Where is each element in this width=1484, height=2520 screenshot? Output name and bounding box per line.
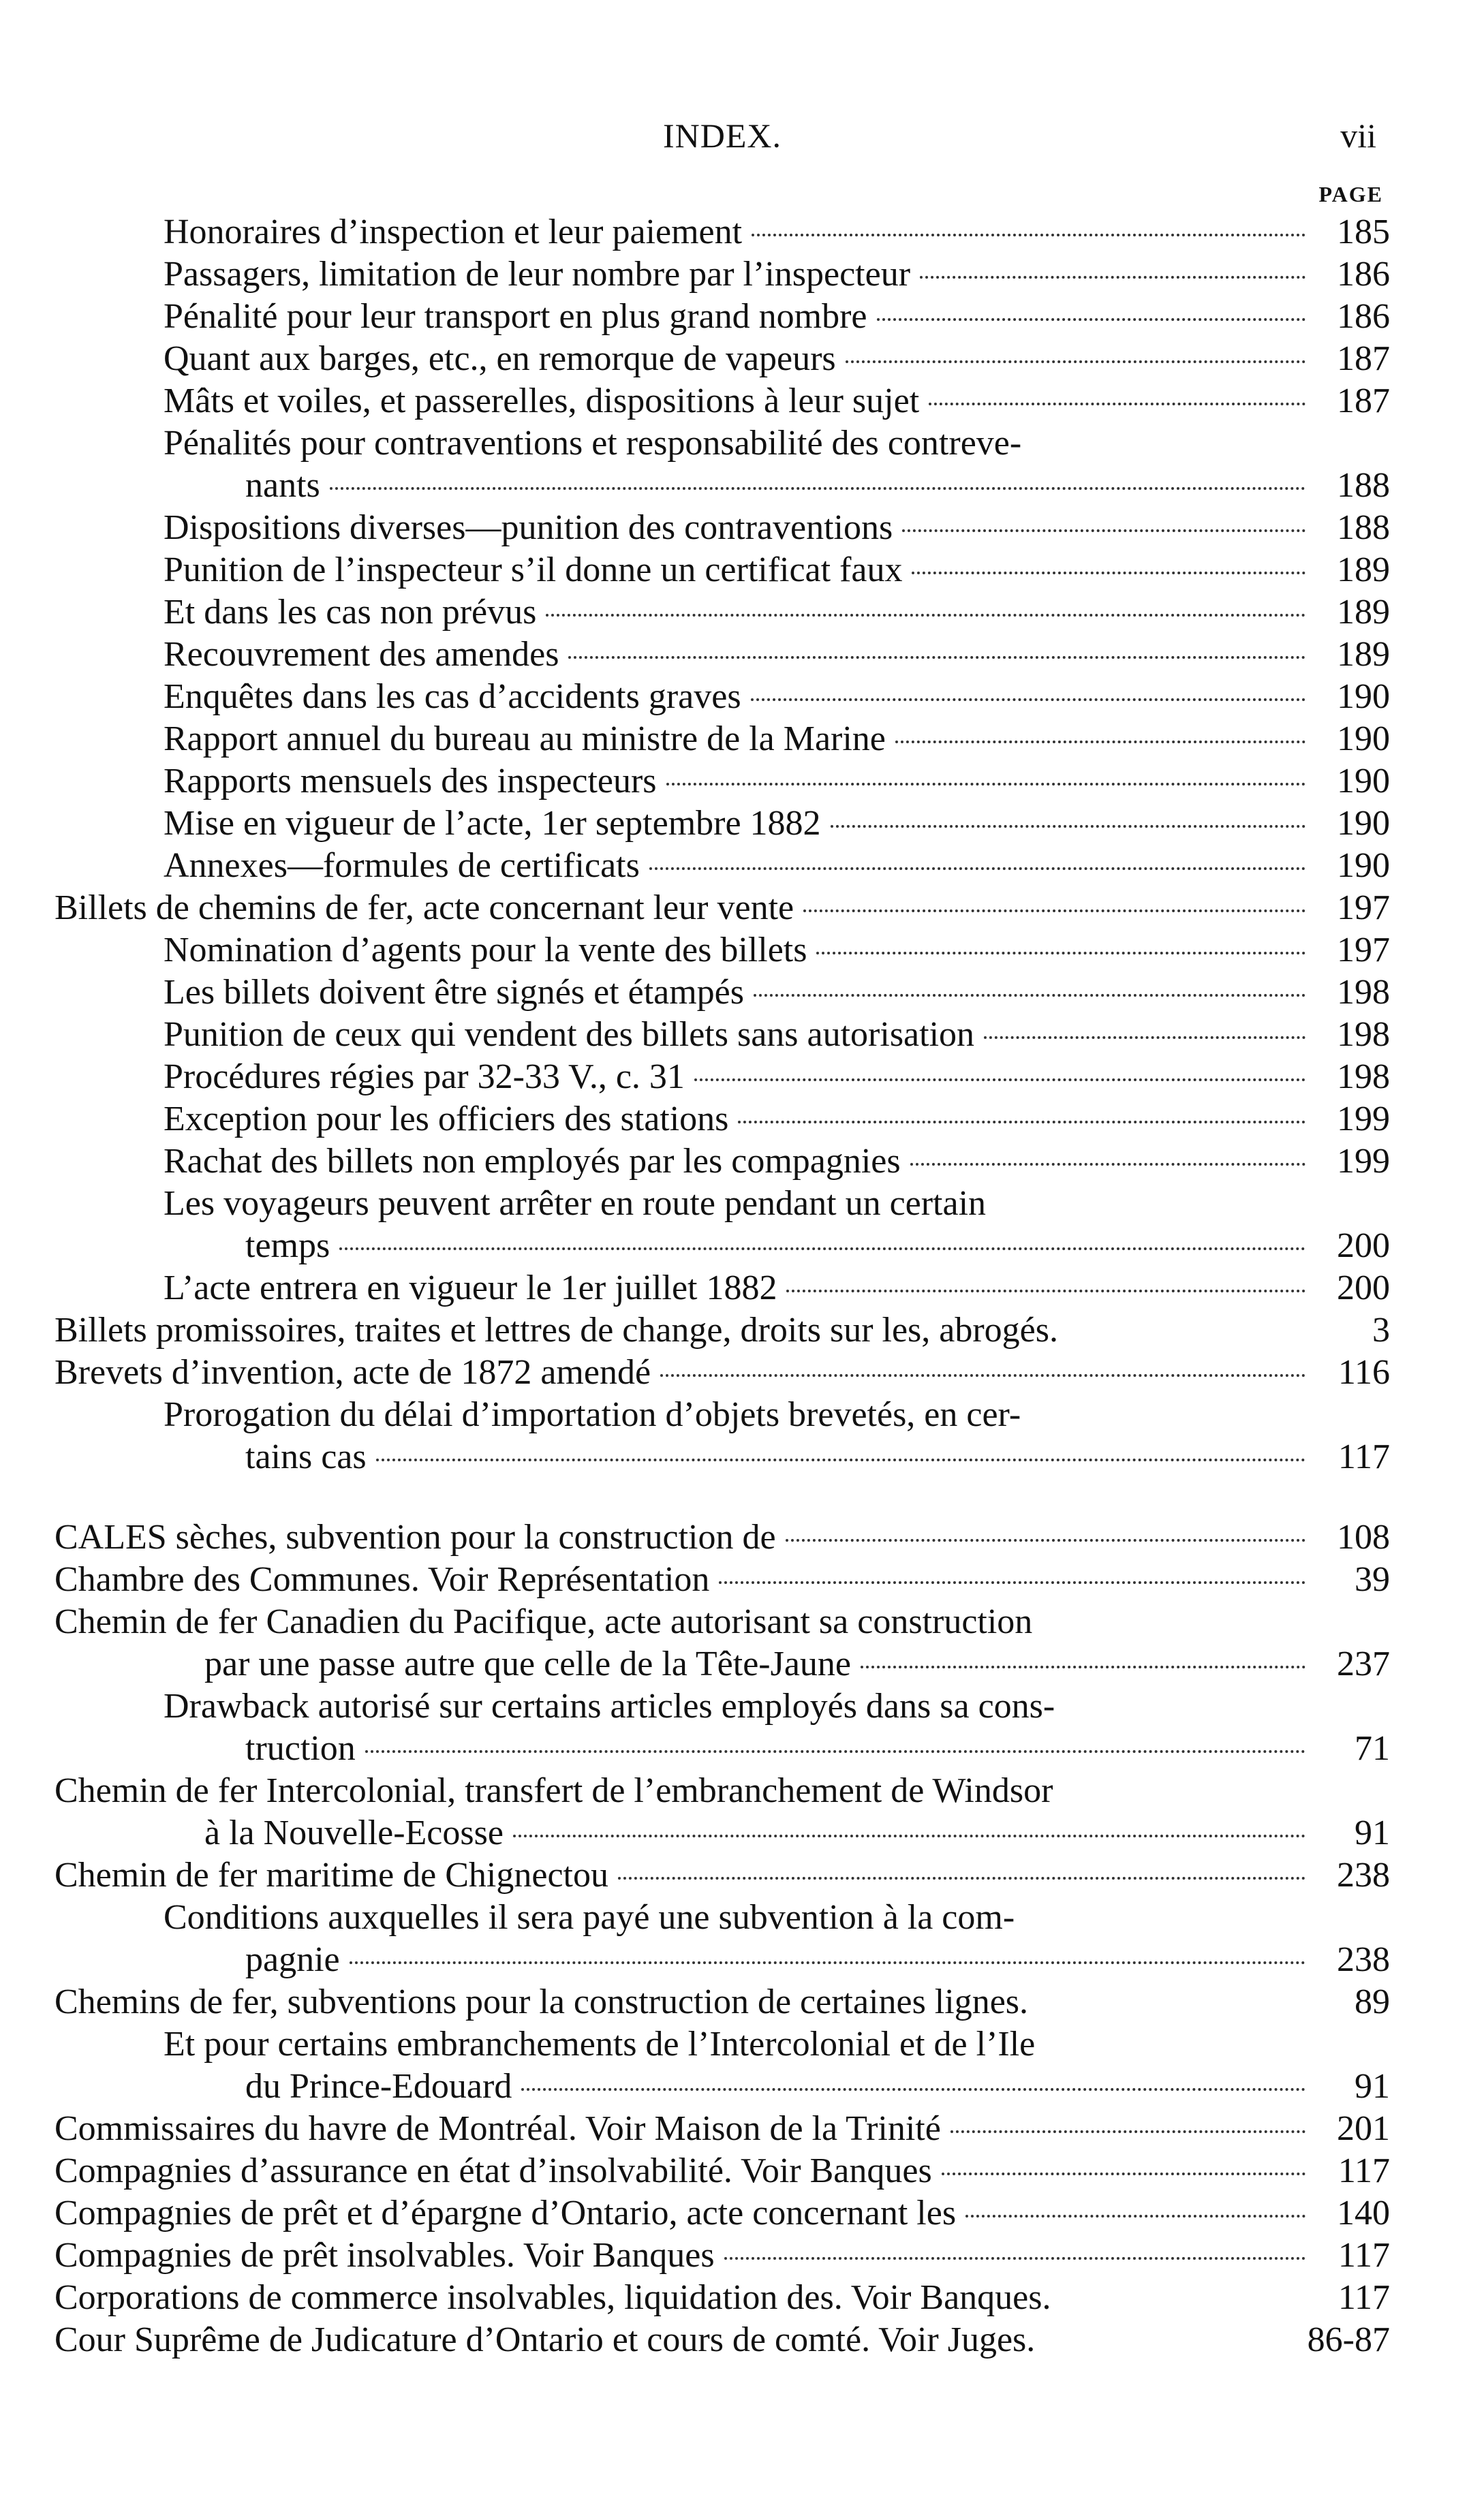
index-entry — [55, 1728, 1390, 1770]
index-entry-page: 199 — [1337, 1142, 1390, 1181]
index-entry-page: 200 — [1337, 1269, 1390, 1307]
index-entry-text: Honoraires d’inspection et leur paiement — [164, 213, 743, 251]
dot-leader — [861, 1666, 1305, 1668]
index-entry-page: 198 — [1337, 973, 1390, 1012]
index-entry-text: Procédures régies par 32-33 V., c. 31 — [164, 1057, 685, 1096]
index-entry — [55, 465, 1390, 507]
dot-leader — [513, 1835, 1305, 1837]
index-entry-page: 86-87 — [1307, 2320, 1390, 2359]
page-column-label: PAGE — [1318, 182, 1383, 206]
index-entry — [55, 2235, 1390, 2277]
index-entry — [55, 507, 1390, 549]
index-entry-page: 117 — [1338, 1437, 1390, 1476]
index-entry-text: tains cas — [245, 1437, 367, 1476]
index-entry — [55, 591, 1390, 634]
dot-leader — [754, 994, 1305, 997]
dot-leader — [902, 529, 1305, 532]
index-entry-text: Compagnies de prêt insolvables. Voir Banques — [55, 2236, 715, 2275]
index-entry — [55, 338, 1390, 380]
index-entry-text: Pénalité pour leur transport en plus grand nombre — [164, 297, 867, 336]
index-entry-page: 238 — [1337, 1940, 1390, 1979]
dot-leader — [751, 698, 1305, 701]
index-entry-page: 186 — [1337, 297, 1390, 336]
index-entry-page: 238 — [1337, 1856, 1390, 1895]
index-entry — [55, 971, 1390, 1014]
dot-leader — [330, 487, 1305, 490]
index-entry-line: Conditions auxquelles il sera payé une subvention à la com- — [164, 1898, 1015, 1937]
index-entry-text: Nomination d’agents pour la vente des billets — [164, 931, 807, 969]
index-entry-text: nants — [245, 466, 320, 505]
index-entry-text: Chemins de fer, subventions pour la construction de certaines lignes. — [55, 1982, 1029, 2021]
dot-leader — [895, 741, 1305, 743]
index-entry — [55, 296, 1390, 338]
index-entry-page: 200 — [1337, 1226, 1390, 1265]
index-entry-text: Et dans les cas non prévus — [164, 593, 537, 632]
dot-leader — [920, 276, 1305, 279]
index-entry-text: CALES sèches, subvention pour la construction de — [55, 1518, 776, 1557]
index-entry-line: Drawback autorisé sur certains articles employés dans sa cons- — [164, 1687, 1055, 1726]
index-entry — [55, 1014, 1390, 1056]
index-entry-line: Prorogation du délai d’importation d’objets brevetés, en cer- — [164, 1395, 1021, 1434]
index-entry — [55, 1267, 1390, 1309]
index-entry-text: Corporations de commerce insolvables, liquidation des. Voir Banques. — [55, 2278, 1051, 2317]
index-entry — [55, 845, 1390, 887]
index-entry-text: Rapport annuel du bureau au ministre de la Marine — [164, 719, 886, 758]
dot-leader — [803, 909, 1305, 912]
index-entry-text: Mise en vigueur de l’acte, 1er septembre 1882 — [164, 804, 821, 843]
dot-leader — [877, 318, 1305, 321]
index-entry-line: Chemin de fer Intercolonial, transfert de l’embranchement de Windsor — [55, 1771, 1053, 1810]
dot-leader — [831, 825, 1305, 828]
index-entry-page: 197 — [1337, 931, 1390, 969]
index-entry-text: Billets promissoires, traites et lettres de change, droits sur les, abrogés. — [55, 1311, 1058, 1350]
index-entry-page: 117 — [1338, 2236, 1390, 2275]
index-entry-page: 201 — [1337, 2109, 1390, 2148]
dot-leader — [365, 1750, 1305, 1753]
index-entry — [55, 2277, 1390, 2319]
index-entry-text: du Prince-Edouard — [245, 2067, 512, 2106]
index-entry — [55, 1098, 1390, 1140]
index-entry-page: 185 — [1337, 213, 1390, 251]
page-number: vii — [1340, 116, 1376, 155]
index-entry-text: Annexes—formules de certificats — [164, 846, 640, 885]
dot-leader — [910, 1163, 1305, 1166]
index-entry-text: Passagers, limitation de leur nombre par l’inspecteur — [164, 255, 911, 294]
index-entry — [55, 1812, 1390, 1854]
dot-leader — [339, 1247, 1305, 1250]
index-entry — [55, 1981, 1390, 2023]
index-entry-page: 71 — [1355, 1729, 1390, 1768]
index-entry-line: Et pour certains embranchements de l’Intercolonial et de l’Ile — [164, 2025, 1036, 2064]
dot-leader — [929, 403, 1305, 405]
index-entry — [55, 929, 1390, 971]
index-entry-page: 190 — [1337, 846, 1390, 885]
index-entry-page: 189 — [1337, 593, 1390, 632]
dot-leader — [649, 867, 1305, 870]
index-entry — [55, 1559, 1390, 1601]
index-entry — [55, 2108, 1390, 2150]
index-entry-text: temps — [245, 1226, 330, 1265]
index-entry-page: 198 — [1337, 1057, 1390, 1096]
index-entry — [55, 1352, 1390, 1394]
index-entry — [55, 380, 1390, 422]
dot-leader — [816, 952, 1305, 954]
index-entry — [55, 253, 1390, 296]
index-entry-line: Pénalités pour contraventions et responsabilité des contreve- — [164, 424, 1022, 463]
page-header — [55, 102, 1390, 177]
index-entry-text: Dispositions diverses—punition des contraventions — [164, 508, 893, 547]
index-entry-text: Les billets doivent être signés et étampés — [164, 973, 744, 1012]
index-entry-text: Punition de l’inspecteur s’il donne un certificat faux — [164, 550, 903, 589]
dot-leader — [984, 1036, 1305, 1039]
index-entry — [55, 887, 1390, 929]
index-entry-text: pagnie — [245, 1940, 340, 1979]
index-list — [55, 211, 1390, 2361]
dot-leader — [568, 656, 1305, 659]
index-page — [55, 102, 1390, 2361]
index-entry — [55, 549, 1390, 591]
section-spacer — [55, 1478, 1390, 1516]
dot-leader — [376, 1459, 1305, 1461]
index-entry-text: Punition de ceux qui vendent des billets sans autorisation — [164, 1015, 975, 1054]
index-entry-line: Les voyageurs peuvent arrêter en route pendant un certain — [164, 1184, 987, 1223]
index-entry — [55, 676, 1390, 718]
dot-leader — [786, 1539, 1305, 1542]
index-entry-text: Billets de chemins de fer, acte concernant leur vente — [55, 888, 794, 927]
dot-leader — [724, 2257, 1305, 2260]
index-entry-page: 89 — [1355, 1982, 1390, 2021]
index-entry-page: 116 — [1338, 1353, 1390, 1392]
index-entry-page: 117 — [1338, 2151, 1390, 2190]
index-entry — [55, 2066, 1390, 2108]
index-entry-text: Rachat des billets non employés par les compagnies — [164, 1142, 901, 1181]
index-entry-text: Mâts et voiles, et passerelles, dispositions à leur sujet — [164, 382, 920, 420]
index-entry — [55, 1643, 1390, 1685]
index-entry-page: 186 — [1337, 255, 1390, 294]
index-entry — [55, 1140, 1390, 1183]
index-entry-page: 189 — [1337, 550, 1390, 589]
index-entry — [55, 211, 1390, 253]
index-entry-page: 198 — [1337, 1015, 1390, 1054]
index-entry-text: Enquêtes dans les cas d’accidents graves — [164, 677, 741, 716]
index-entry-page: 189 — [1337, 635, 1390, 674]
index-entry-text: à la Nouvelle-Ecosse — [204, 1814, 504, 1852]
index-entry-page: 190 — [1337, 762, 1390, 800]
index-entry-page: 190 — [1337, 719, 1390, 758]
index-entry — [55, 718, 1390, 760]
index-entry — [55, 803, 1390, 845]
index-entry-text: Recouvrement des amendes — [164, 635, 559, 674]
page-title: INDEX. — [662, 116, 782, 155]
index-entry-text: Rapports mensuels des inspecteurs — [164, 762, 657, 800]
dot-leader — [786, 1290, 1305, 1292]
index-entry — [55, 1056, 1390, 1098]
index-entry-text: L’acte entrera en vigueur le 1er juillet 1882 — [164, 1269, 777, 1307]
dot-leader — [618, 1877, 1305, 1880]
dot-leader — [546, 614, 1305, 617]
dot-leader — [965, 2215, 1305, 2218]
dot-leader — [666, 783, 1305, 785]
index-entry — [55, 1225, 1390, 1267]
dot-leader — [350, 1961, 1305, 1964]
index-entry-text: Quant aux barges, etc., en remorque de vapeurs — [164, 339, 836, 378]
index-entry-page: 91 — [1355, 1814, 1390, 1852]
index-entry-page: 188 — [1337, 466, 1390, 505]
index-entry — [55, 1309, 1390, 1352]
index-entry-page: 187 — [1337, 339, 1390, 378]
index-entry — [55, 1939, 1390, 1981]
dot-leader — [942, 2173, 1305, 2175]
index-entry-text: Compagnies d’assurance en état d’insolvabilité. Voir Banques — [55, 2151, 932, 2190]
dot-leader — [950, 2130, 1305, 2133]
index-entry-page: 237 — [1337, 1645, 1390, 1683]
index-entry-text: par une passe autre que celle de la Tête-Jaune — [204, 1645, 851, 1683]
index-entry-text: truction — [245, 1729, 356, 1768]
dot-leader — [719, 1581, 1305, 1584]
index-entry-line: Chemin de fer Canadien du Pacifique, acte autorisant sa construction — [55, 1602, 1033, 1641]
index-entry-page: 190 — [1337, 804, 1390, 843]
dot-leader — [738, 1121, 1305, 1123]
index-entry-page: 117 — [1338, 2278, 1390, 2317]
dot-leader — [694, 1078, 1305, 1081]
index-entry-text: Commissaires du havre de Montréal. Voir Maison de la Trinité — [55, 2109, 941, 2148]
index-entry-text: Chambre des Communes. Voir Représentation — [55, 1560, 710, 1599]
index-entry-page: 190 — [1337, 677, 1390, 716]
index-entry — [55, 1436, 1390, 1478]
index-entry-page: 3 — [1372, 1311, 1390, 1350]
dot-leader — [752, 234, 1305, 236]
index-entry — [55, 2192, 1390, 2235]
index-entry-text: Cour Suprême de Judicature d’Ontario et cours de comté. Voir Juges. — [55, 2320, 1036, 2359]
index-entry-page: 197 — [1337, 888, 1390, 927]
index-entry-text: Chemin de fer maritime de Chignectou — [55, 1856, 608, 1895]
index-entry — [55, 760, 1390, 803]
index-entry — [55, 1854, 1390, 1897]
index-entry — [55, 634, 1390, 676]
index-entry — [55, 1516, 1390, 1559]
index-entry-text: Exception pour les officiers des stations — [164, 1100, 729, 1138]
index-entry-page: 140 — [1337, 2194, 1390, 2233]
index-entry-text: Compagnies de prêt et d’épargne d’Ontario, acte concernant les — [55, 2194, 957, 2233]
index-entry-page: 199 — [1337, 1100, 1390, 1138]
index-entry-page: 108 — [1337, 1518, 1390, 1557]
index-entry-page: 39 — [1355, 1560, 1390, 1599]
index-entry-page: 91 — [1355, 2067, 1390, 2106]
dot-leader — [660, 1374, 1305, 1377]
index-entry-text: Brevets d’invention, acte de 1872 amendé — [55, 1353, 651, 1392]
dot-leader — [846, 360, 1305, 363]
index-entry-page: 187 — [1337, 382, 1390, 420]
dot-leader — [521, 2088, 1305, 2091]
index-entry — [55, 2150, 1390, 2192]
dot-leader — [912, 572, 1305, 574]
index-entry-page: 188 — [1337, 508, 1390, 547]
index-entry — [55, 2319, 1390, 2361]
